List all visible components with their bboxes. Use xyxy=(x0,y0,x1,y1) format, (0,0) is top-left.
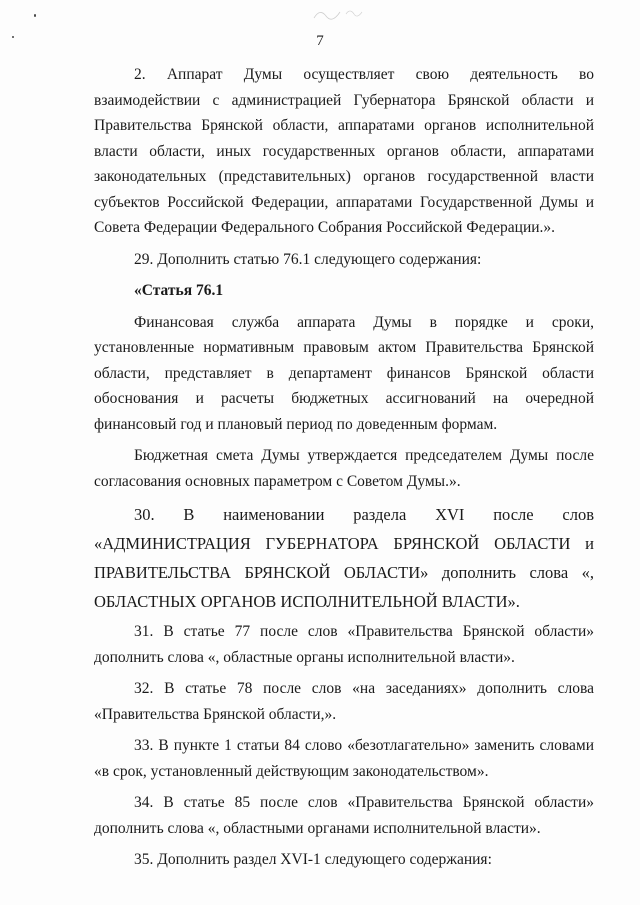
paragraph-item-33: 33. В пункте 1 статьи 84 слово «безотлагательно» заменить словами «в срок, установленный действующим законодательством». xyxy=(94,737,594,780)
paragraph-item-35: 35. Дополнить раздел XVI-1 следующего содержания: xyxy=(134,851,492,868)
paragraph-item-32: 32. В статье 78 после слов «на заседаниях» дополнить слова «Правительства Брянской области,». xyxy=(94,680,594,723)
page-number: 7 xyxy=(316,33,324,49)
paragraph-item-29: 29. Дополнить статью 76.1 следующего содержания: xyxy=(134,250,482,268)
paragraph-budget-estimate: Бюджетная смета Думы утверждается председателем Думы после согласования основных параметром с Советом Думы.». xyxy=(94,447,594,490)
document-body xyxy=(94,62,594,873)
article-heading: «Статья 76.1 xyxy=(134,282,224,299)
paragraph-financial-service: Финансовая служба аппарата Думы в порядке и сроки, установленные нормативным правовым актом Правительства Брянской области, представляет в департамент финансов Брянской области обоснования и расчеты бюджетных ассигнований на очередной финансовый год и плановый период по доведенным формам. xyxy=(94,313,594,433)
paragraph-item-34: 34. В статье 85 после слов «Правительства Брянской области» дополнить слова «, областными органами исполнительной власти». xyxy=(94,794,594,837)
paragraph-item-30: 30. В наименовании раздела XVI после слов «АДМИНИСТРАЦИЯ ГУБЕРНАТОРА БРЯНСКОЙ ОБЛАСТИ и ПРАВИТЕЛЬСТВА БРЯНСКОЙ ОБЛАСТИ» дополнить слова «, ОБЛАСТНЫХ ОРГАНОВ ИСПОЛНИТЕЛЬНОЙ ВЛАСТИ». xyxy=(94,505,594,611)
paragraph-apparatus-interaction: 2. Аппарат Думы осуществляет свою деятельность во взаимодействии с администрацией Губернатора Брянской области и Правительства Брянской области, аппаратами органов исполнительной власти области, иных государственных органов области, аппаратами законодательных (представительных) органов государственной власти субъектов Российской Федерации, аппаратами Государственной Думы и Совета Федерации Федерального Собрания Российской Федерации.». xyxy=(94,66,594,236)
paragraph-item-31: 31. В статье 77 после слов «Правительства Брянской области» дополнить слова «, областные органы исполнительной власти». xyxy=(94,623,594,666)
scan-artifact xyxy=(310,4,370,22)
scan-speck xyxy=(34,14,36,17)
